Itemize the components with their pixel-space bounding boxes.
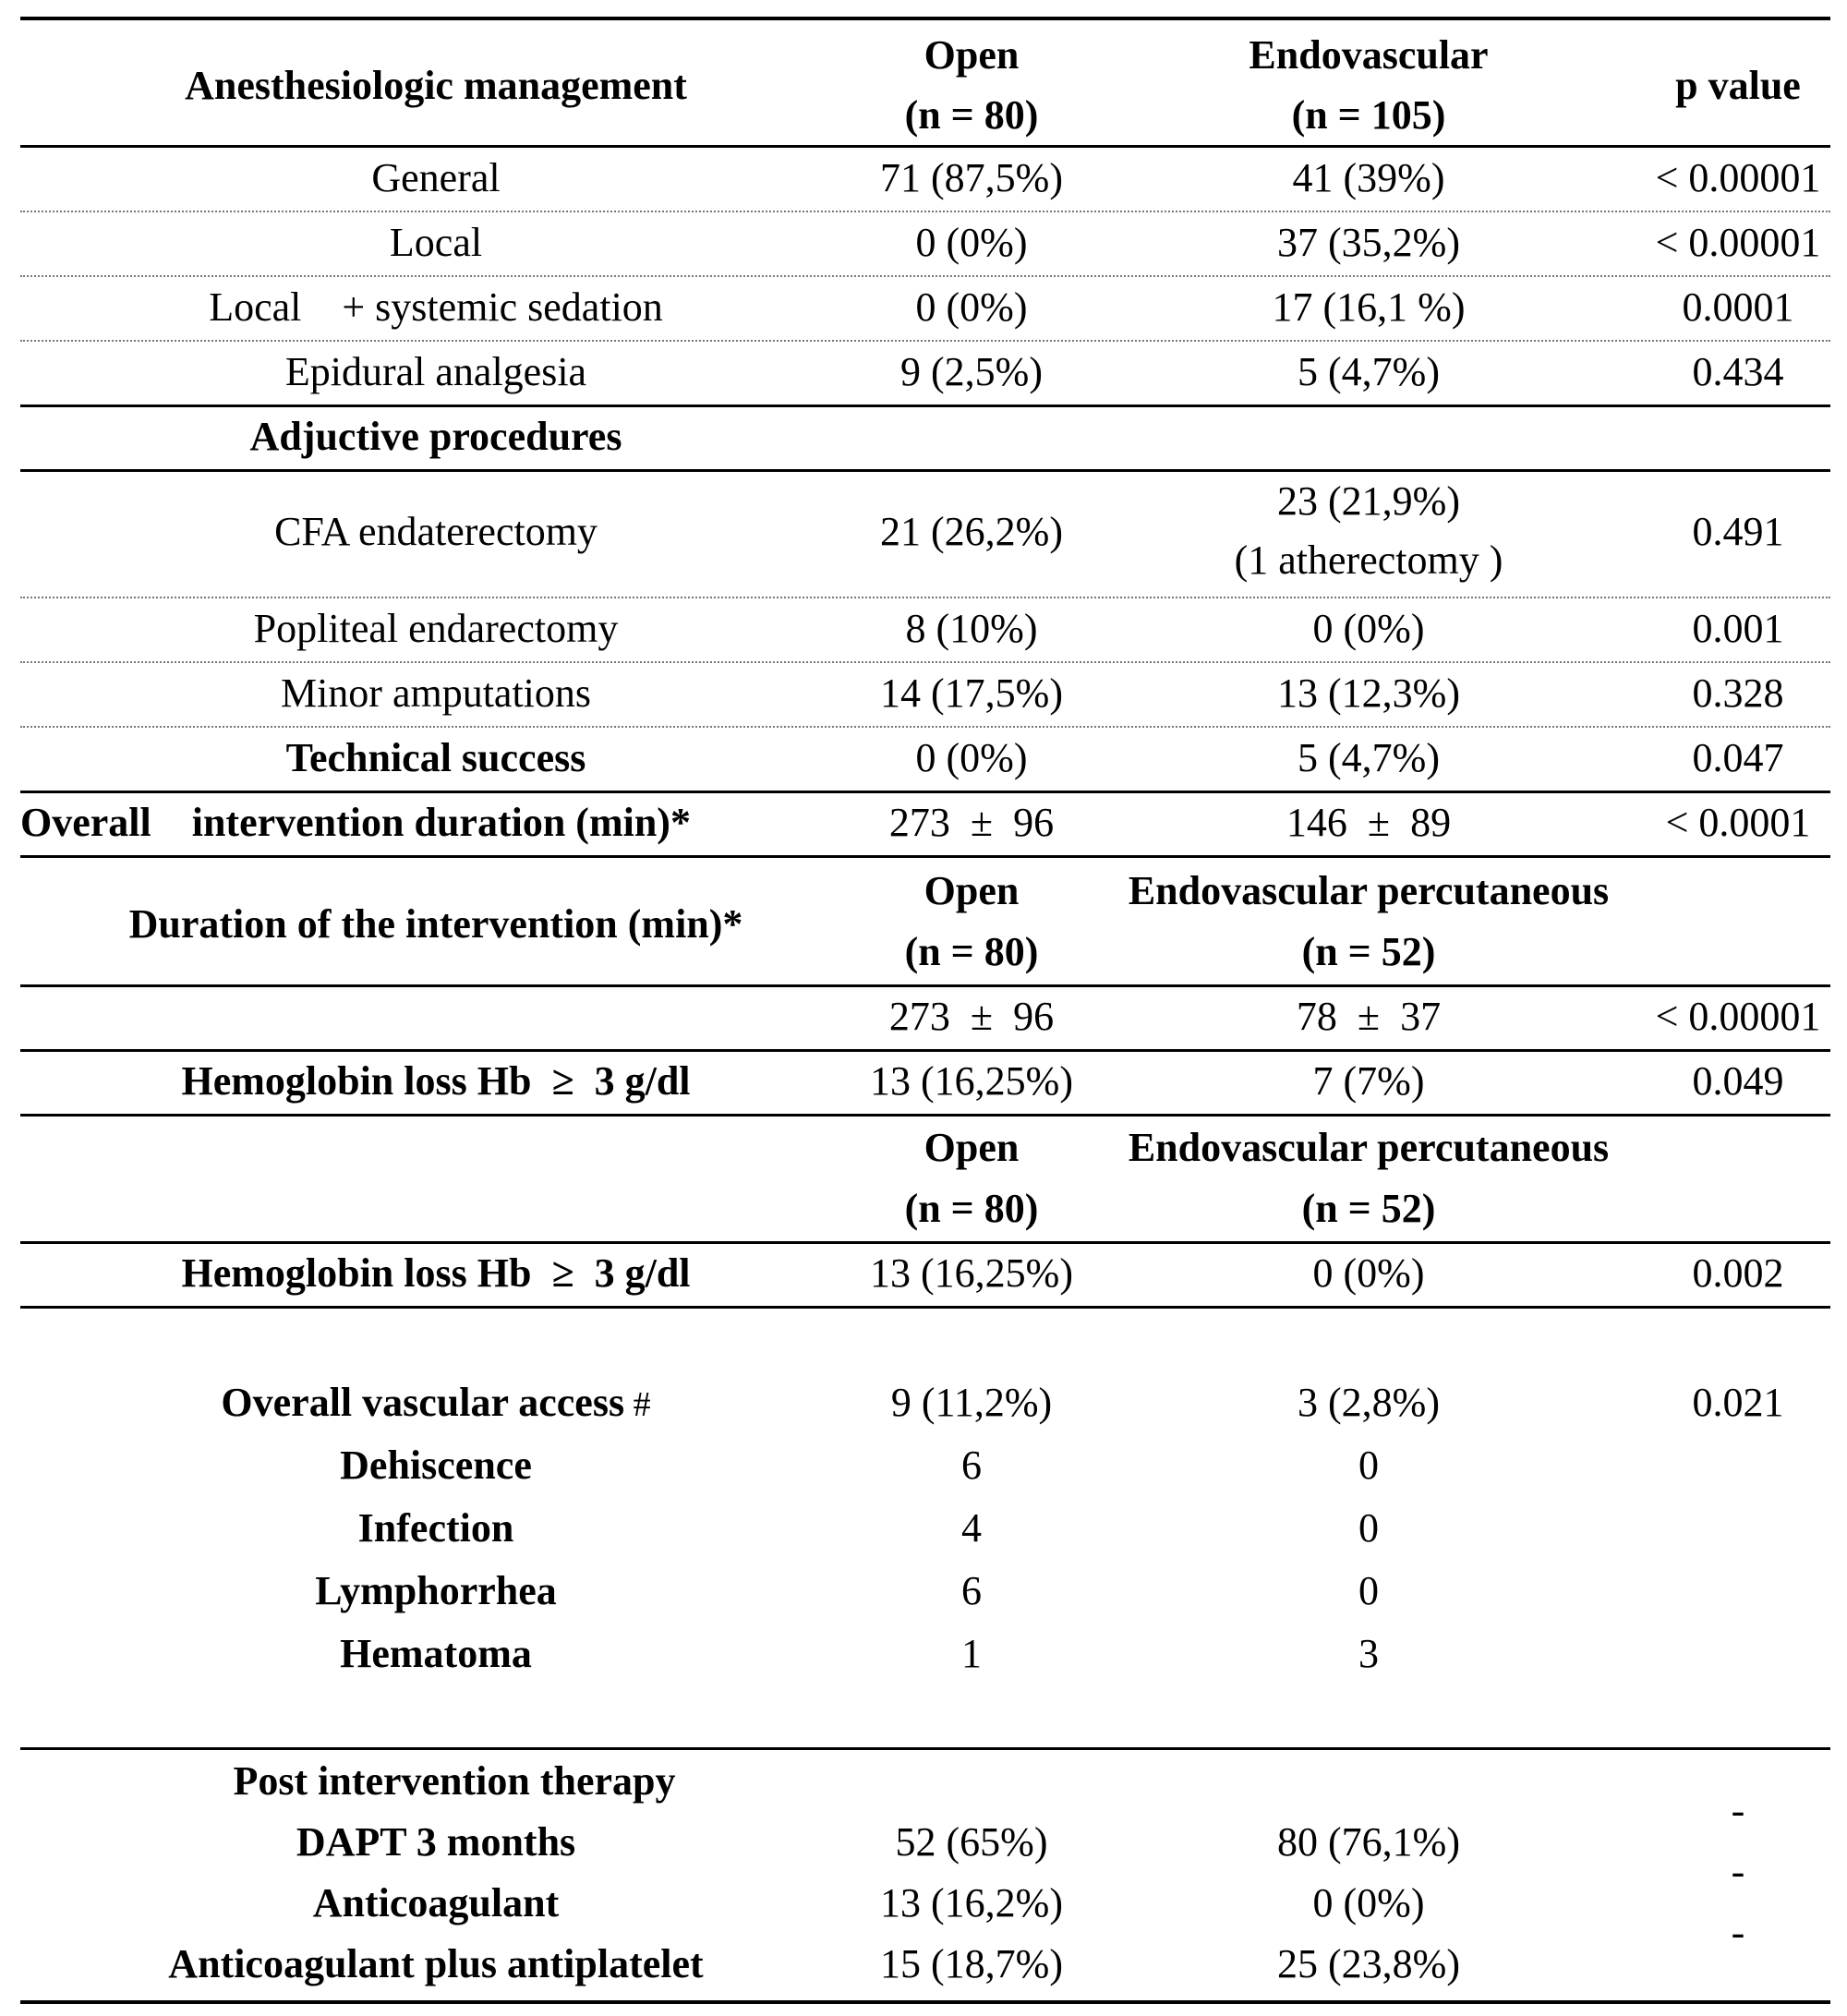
endo-value: 41 (39%) bbox=[1292, 155, 1445, 200]
row-label: Local + systemic sedation bbox=[209, 284, 663, 330]
endo-value: 3 bbox=[1358, 1631, 1379, 1676]
endo-value: 0 (0%) bbox=[1312, 1250, 1425, 1296]
hb-endo: Endovascular percutaneous bbox=[1128, 1125, 1610, 1170]
row-label: Epidural analgesia bbox=[284, 349, 587, 394]
endo-value: 0 bbox=[1358, 1505, 1379, 1551]
duration-endo: Endovascular percutaneous bbox=[1128, 868, 1610, 913]
row-label: Local bbox=[389, 220, 483, 265]
endo-value: 0 (0%) bbox=[1312, 1880, 1425, 1925]
row-divider bbox=[20, 661, 1830, 663]
p-value: 0.434 bbox=[1692, 349, 1784, 394]
section-rule bbox=[20, 404, 1830, 407]
hb-open-n: (n = 80) bbox=[904, 1186, 1039, 1231]
p-value: - bbox=[1731, 1849, 1745, 1894]
open-value: 8 (10%) bbox=[905, 606, 1038, 651]
endo-value: 0 (0%) bbox=[1312, 606, 1425, 651]
p-value: < 0.00001 bbox=[1655, 994, 1821, 1039]
open-value: 0 (0%) bbox=[915, 735, 1028, 780]
duration-open: Open bbox=[924, 868, 1020, 913]
section-rule bbox=[20, 1114, 1830, 1117]
p-value: 0.047 bbox=[1692, 735, 1784, 780]
open-value: 0 (0%) bbox=[915, 220, 1028, 265]
p-value: < 0.00001 bbox=[1655, 220, 1821, 265]
endo-value: 78 ± 37 bbox=[1296, 994, 1442, 1039]
row-label: Minor amputations bbox=[280, 670, 592, 716]
row-divider bbox=[20, 340, 1830, 342]
open-value: 6 bbox=[961, 1443, 982, 1488]
vascular-label: Overall vascular access bbox=[221, 1380, 625, 1425]
section-rule bbox=[20, 1306, 1830, 1309]
section-rule bbox=[20, 855, 1830, 858]
section-rule bbox=[20, 791, 1830, 793]
open-value: 15 (18,7%) bbox=[880, 1941, 1063, 1986]
row-label: Hemoglobin loss Hb ≥ 3 g/dl bbox=[181, 1250, 691, 1296]
open-value: 13 (16,2%) bbox=[880, 1880, 1063, 1925]
endo-value: 146 ± 89 bbox=[1286, 800, 1452, 845]
p-value: < 0.0001 bbox=[1665, 800, 1811, 845]
endo-value: 5 (4,7%) bbox=[1298, 349, 1440, 394]
open-value: 273 ± 96 bbox=[888, 994, 1055, 1039]
hb-endo-n: (n = 52) bbox=[1301, 1186, 1436, 1231]
top-rule bbox=[20, 17, 1830, 20]
header-endo-n: (n = 105) bbox=[1291, 92, 1446, 138]
header-open: Open bbox=[924, 32, 1020, 78]
row-label: Anticoagulant bbox=[312, 1880, 560, 1925]
row-label: General bbox=[371, 155, 501, 200]
endo-value: 37 (35,2%) bbox=[1277, 220, 1460, 265]
section-rule bbox=[20, 469, 1830, 472]
adjunctive-heading: Adjuctive procedures bbox=[249, 414, 622, 459]
open-value: 0 (0%) bbox=[915, 284, 1028, 330]
open-value: 9 (11,2%) bbox=[890, 1380, 1053, 1425]
duration-open-n: (n = 80) bbox=[904, 929, 1039, 974]
open-value: 9 (2,5%) bbox=[900, 349, 1043, 394]
endo-value: 5 (4,7%) bbox=[1298, 735, 1440, 780]
p-value: 0.0001 bbox=[1682, 284, 1794, 330]
open-value: 52 (65%) bbox=[895, 1819, 1048, 1865]
p-value: 0.328 bbox=[1692, 670, 1784, 716]
endo-value: 25 (23,8%) bbox=[1277, 1941, 1460, 1986]
open-value: 273 ± 96 bbox=[888, 800, 1055, 845]
open-value: 71 (87,5%) bbox=[880, 155, 1063, 200]
row-label: Anticoagulant plus antiplatelet bbox=[168, 1941, 704, 1986]
endo-value: 80 (76,1%) bbox=[1277, 1819, 1460, 1865]
section-rule bbox=[20, 984, 1830, 987]
endo-value: 3 (2,8%) bbox=[1298, 1380, 1440, 1425]
header-open-n: (n = 80) bbox=[904, 92, 1039, 138]
p-value: 0.002 bbox=[1692, 1250, 1784, 1296]
section-rule bbox=[20, 1241, 1830, 1244]
endo-value: 13 (12,3%) bbox=[1277, 670, 1460, 716]
row-label: Overall intervention duration (min)* bbox=[20, 800, 691, 845]
endo-value: 0 bbox=[1358, 1568, 1379, 1613]
header-title: Anesthesiologic management bbox=[185, 63, 687, 108]
endo-value: 0 bbox=[1358, 1443, 1379, 1488]
row-label: CFA endaterectomy bbox=[274, 509, 598, 554]
p-value: 0.021 bbox=[1692, 1380, 1784, 1425]
row-label bbox=[20, 1380, 851, 1428]
endo-value: 7 (7%) bbox=[1312, 1058, 1425, 1104]
header-rule bbox=[20, 145, 1830, 148]
duration-label: Duration of the intervention (min)* bbox=[128, 901, 743, 947]
open-value: 6 bbox=[961, 1568, 982, 1613]
row-divider bbox=[20, 275, 1830, 277]
row-divider bbox=[20, 211, 1830, 212]
open-value: 4 bbox=[961, 1505, 982, 1551]
row-label: Infection bbox=[357, 1505, 514, 1551]
open-value: 14 (17,5%) bbox=[880, 670, 1063, 716]
header-endo: Endovascular bbox=[1249, 32, 1489, 78]
vascular-mark: # bbox=[624, 1385, 651, 1424]
header-pvalue: p value bbox=[1675, 63, 1801, 108]
open-value: 1 bbox=[961, 1631, 982, 1676]
duration-endo-n: (n = 52) bbox=[1301, 929, 1436, 974]
hb-open: Open bbox=[924, 1125, 1020, 1170]
row-label: Hemoglobin loss Hb ≥ 3 g/dl bbox=[181, 1058, 691, 1104]
open-value: 13 (16,25%) bbox=[870, 1250, 1073, 1296]
row-divider bbox=[20, 726, 1830, 728]
section-rule bbox=[20, 1747, 1830, 1750]
row-label: Technical success bbox=[285, 735, 586, 780]
row-divider bbox=[20, 597, 1830, 598]
row-label: Dehiscence bbox=[340, 1443, 532, 1488]
p-value: 0.001 bbox=[1692, 606, 1784, 651]
p-value: 0.491 bbox=[1692, 509, 1784, 554]
row-label: Hematoma bbox=[340, 1631, 532, 1676]
p-value: - bbox=[1731, 1910, 1745, 1955]
endo-value: 23 (21,9%) bbox=[1277, 478, 1460, 524]
p-value: 0.049 bbox=[1692, 1058, 1784, 1104]
open-value: 13 (16,25%) bbox=[870, 1058, 1073, 1104]
bottom-rule bbox=[20, 2000, 1830, 2004]
p-value: - bbox=[1731, 1788, 1745, 1833]
open-value: 21 (26,2%) bbox=[880, 509, 1063, 554]
row-label: Popliteal endarectomy bbox=[253, 606, 619, 651]
therapy-heading: Post intervention therapy bbox=[233, 1758, 676, 1804]
endo-value: 17 (16,1 %) bbox=[1272, 284, 1466, 330]
section-rule bbox=[20, 1049, 1830, 1052]
endo-note: (1 atherectomy ) bbox=[1234, 537, 1503, 583]
p-value: < 0.00001 bbox=[1655, 155, 1821, 200]
row-label: Lymphorrhea bbox=[315, 1568, 557, 1613]
row-label: DAPT 3 months bbox=[296, 1819, 576, 1865]
